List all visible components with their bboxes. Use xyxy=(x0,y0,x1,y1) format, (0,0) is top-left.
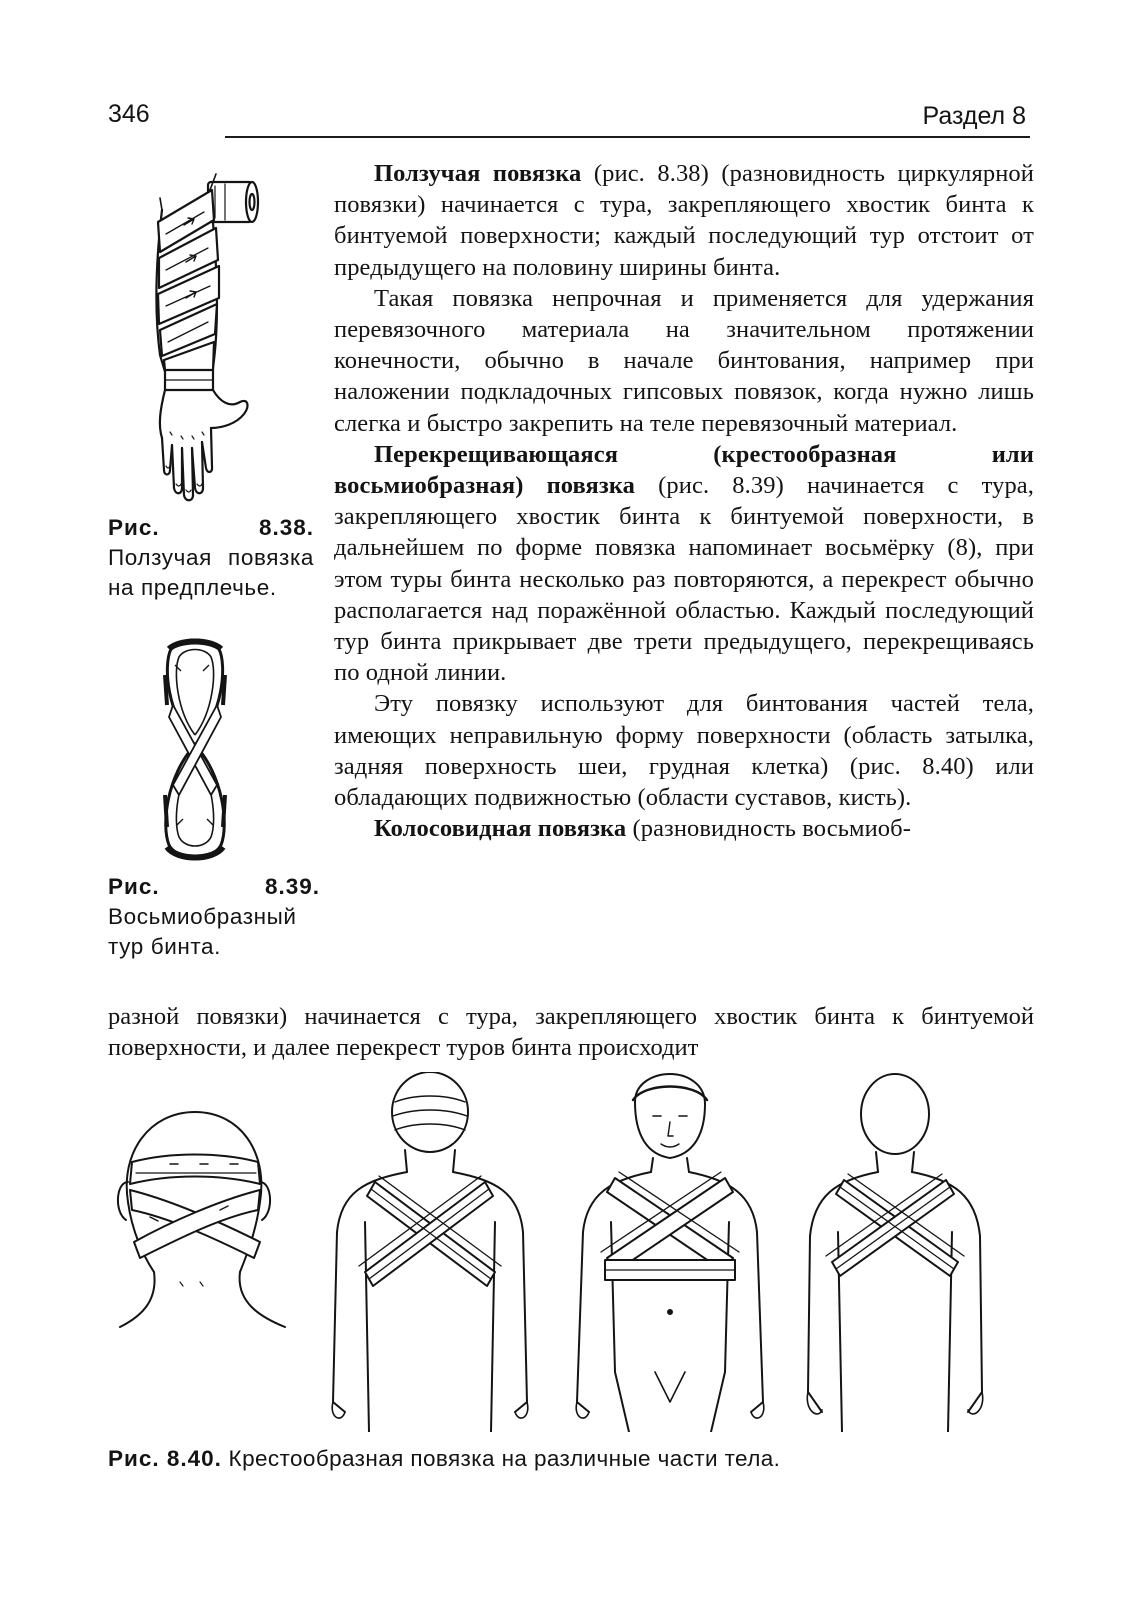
figure-8-39-figure-eight-illustration xyxy=(155,635,235,865)
paragraph-text: (рис. 8.39) начинается с тура, закрепляющего хвостик бинта к бинтуемой поверхности, в дальнейшем по форме повязка напоминает восьмёрку (8), при этом туры бинта несколько раз повторяются, а перекрест обычно располагается над поражённой областью. Каждый последующий тур бинта прикрывает две трети предыдущего, перекрещиваясь по одной линии. xyxy=(334,472,1034,687)
caption-text: Ползучая повязка на предплечье. xyxy=(108,545,314,600)
paragraph-crossing-bandage xyxy=(334,439,1034,689)
paragraph-text: (рис. 8.38) (разновидность циркулярной повязки) начинается с тура, закрепляющего хвостик бинта к бинтуемой поверхности; каждый последующий тур отстоит от предыдущего на половину ширины бинта. xyxy=(334,160,1034,281)
caption-text: Крестообразная повязка на различные части тела. xyxy=(221,1446,781,1471)
caption-figure-8-39 xyxy=(108,872,320,962)
back-torso-bandage-drawing-2 xyxy=(807,1074,982,1432)
head-bandage-drawing xyxy=(118,1112,285,1327)
paragraph-creeping-bandage xyxy=(334,158,1034,283)
caption-label: Рис. 8.38. xyxy=(108,515,314,540)
caption-text: Восьмиобразный тур бинта. xyxy=(108,904,297,959)
term-crossing-bandage: Перекрещивающаяся (крестообразная или восьмиобразная) повязка xyxy=(334,440,1034,500)
paragraph-spica-bandage-start xyxy=(334,813,1034,844)
paragraph-text: (разновидность восьмиоб- xyxy=(626,815,911,843)
term-creeping-bandage: Ползучая повязка xyxy=(374,160,582,187)
caption-label: Рис. 8.39. xyxy=(108,874,320,899)
caption-label: Рис. 8.40. xyxy=(108,1446,222,1471)
back-torso-bandage-drawing xyxy=(332,1072,528,1432)
front-torso-bandage-drawing xyxy=(576,1074,764,1432)
paragraph-spica-bandage-continuation: разной повязки) начинается с тура, закрепляющего хвостик бинта к бинтуемой поверхности, и далее перекрест туров бинта происходит xyxy=(108,1003,1034,1062)
page-number: 346 xyxy=(108,100,150,128)
caption-figure-8-40 xyxy=(108,1444,1008,1474)
paragraph-crossing-bandage-usage: Эту повязку используют для бинтования частей тела, имеющих неправильную форму поверхности (область затылка, задняя поверхность шеи, грудная клетка) (рис. 8.40) или обладающих подвижностью (области суставов, кисть). xyxy=(334,690,1034,812)
main-text-column xyxy=(334,158,1034,844)
term-spica-bandage: Колосовидная повязка xyxy=(374,815,627,843)
paragraph-creeping-bandage-usage: Такая повязка непрочная и применяется для удержания перевязочного материала на значительном протяжении конечности, обычно в начале бинтования, например при наложении подкладочных гипсовых повязок, когда нужно лишь слегка и быстро закрепить на теле перевязочный материал. xyxy=(334,284,1034,437)
header-rule xyxy=(225,136,1030,138)
figure-8-40-body-illustrations xyxy=(110,1072,1000,1432)
figure-8-38-forearm-illustration xyxy=(140,170,260,505)
caption-figure-8-38 xyxy=(108,513,314,603)
section-title: Раздел 8 xyxy=(922,102,1026,130)
